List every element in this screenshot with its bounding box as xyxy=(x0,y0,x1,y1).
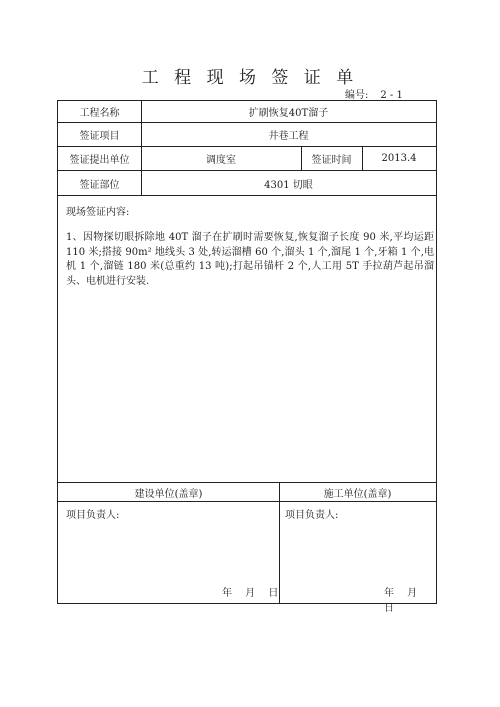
submitter-value: 调度室 xyxy=(206,155,236,166)
signature-body xyxy=(58,502,436,614)
submitter-label: 签证提出单位 xyxy=(69,155,130,166)
visa-time-value: 2013.4 xyxy=(381,153,417,164)
visa-time-label: 签证时间 xyxy=(311,155,352,166)
content-body: 1、因物探切眼拆除地 40T 溜子在扩刷时需要恢复,恢复溜子长度 90 米,平均运距 110 米;搭接 90m² 地线头 3 处,转运溜槽 60 个,溜头 1 个,溜尾 1 个,牙箱 1 个,电机 1 个,溜链 180 米(总重约 13 吨);打起吊锚杆 2 个,人工用 5T 手拉葫芦起吊溜头、电机进行安装. xyxy=(66,232,434,287)
document-title: 工 程 现 场 签 证 单 xyxy=(141,68,359,88)
location-value: 4301 切眼 xyxy=(264,179,313,191)
location-label: 签证部位 xyxy=(79,179,120,191)
construction-date-label: 年 月 日 xyxy=(222,588,279,599)
visa-item-label: 签证项目 xyxy=(79,131,120,142)
row-location xyxy=(58,171,436,196)
serial-value: 2 - 1 xyxy=(380,90,403,101)
row-submitter xyxy=(58,147,436,171)
visa-content xyxy=(58,196,436,483)
contractor-date-label: 年 月 日 xyxy=(384,588,418,614)
construction-pm-label: 项目负责人: xyxy=(66,510,120,521)
construction-unit-label: 建设单位(盖章) xyxy=(134,488,203,500)
signature-header xyxy=(58,483,436,502)
divider xyxy=(279,502,280,603)
visa-item-value: 井巷工程 xyxy=(268,131,309,142)
contractor-unit-label: 施工单位(盖章) xyxy=(323,488,392,500)
content-heading: 现场签证内容: xyxy=(66,207,130,218)
row-project-name xyxy=(58,101,436,123)
serial-label: 编号: xyxy=(345,90,369,101)
project-name-label: 工程名称 xyxy=(79,108,120,119)
serial-number xyxy=(345,86,435,101)
row-visa-item xyxy=(58,123,436,147)
visa-form xyxy=(57,100,437,614)
project-name-value: 扩刷恢复40T溜子 xyxy=(248,108,329,119)
contractor-pm-label: 项目负责人: xyxy=(285,510,339,521)
